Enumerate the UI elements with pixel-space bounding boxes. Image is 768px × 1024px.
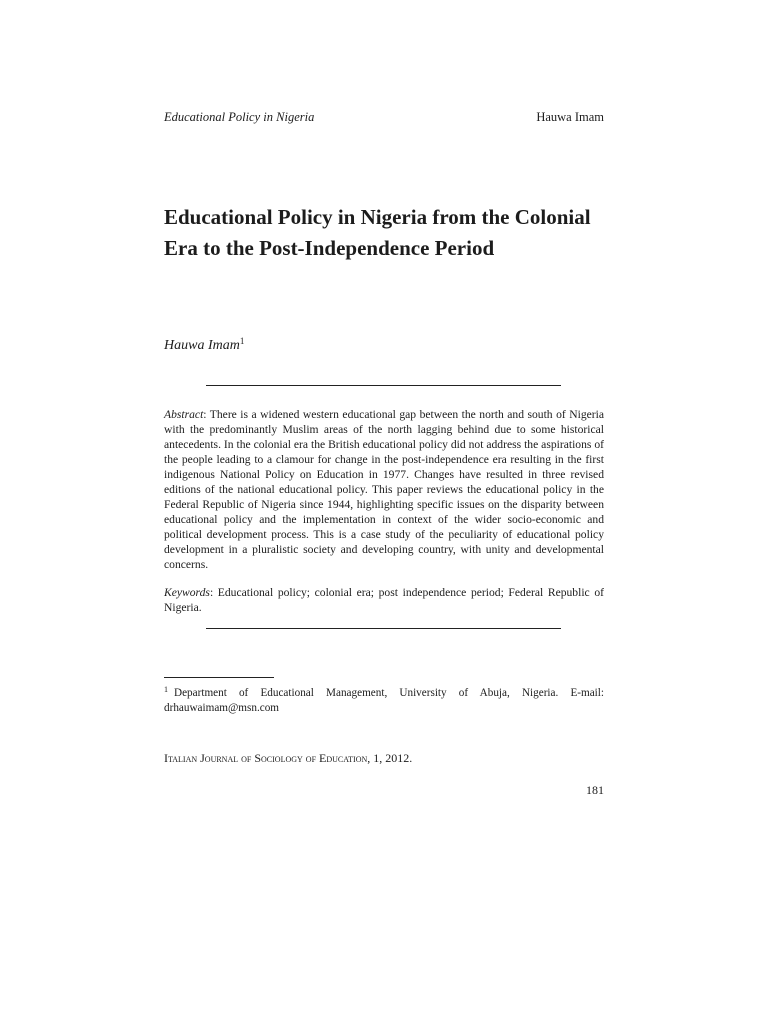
abstract-text: : There is a widened western educational gap between the north and south of Nigeria with the predominantly Muslim areas of the north lagging behind due to some historical antecedents. In the colonial era the British educational policy did not address the aspirations of the people leading to a clamour for change in the post-independence era resulting in the first indigenous National Policy on Education in 1977. Changes have resulted in three revised editions of the national educational policy. This paper reviews the educational policy in the Federal Republic of Nigeria since 1944, highlighting specific issues on the disparity between educational policy and the implementation in context of the wider socio-economic and political development process. This is a case study of the peculiarity of educational policy development in a pluralistic society and developing country, with unity and developmental concerns.	[164, 408, 604, 572]
journal-citation: Italian Journal of Sociology of Education, 1, 2012.	[164, 751, 413, 765]
author-footnote-marker: 1	[239, 336, 245, 346]
footnote-marker: 1	[164, 685, 168, 694]
keywords-text: : Educational policy; colonial era; post independence period; Federal Republic of Nigeria.	[164, 586, 604, 615]
keywords	[164, 585, 604, 615]
page-number: 181	[586, 783, 604, 797]
footnote-text: Department of Educational Management, University of Abuja, Nigeria. E-mail: drhauwaimam@msn.com	[164, 687, 604, 714]
abstract-label: Abstract	[164, 408, 204, 421]
top-separator-rule	[206, 385, 561, 386]
running-head-author: Hauwa Imam	[536, 110, 604, 124]
footnote	[164, 683, 604, 715]
author-line	[164, 336, 244, 354]
bottom-separator-rule	[206, 628, 561, 629]
keywords-label: Keywords	[164, 586, 210, 599]
abstract	[164, 407, 604, 573]
author-name: Hauwa Imam	[164, 338, 240, 353]
footnote-rule	[164, 677, 274, 678]
running-head-title: Educational Policy in Nigeria	[164, 110, 315, 124]
article-title: Educational Policy in Nigeria from the Colonial Era to the Post-Independence Period	[164, 205, 591, 260]
